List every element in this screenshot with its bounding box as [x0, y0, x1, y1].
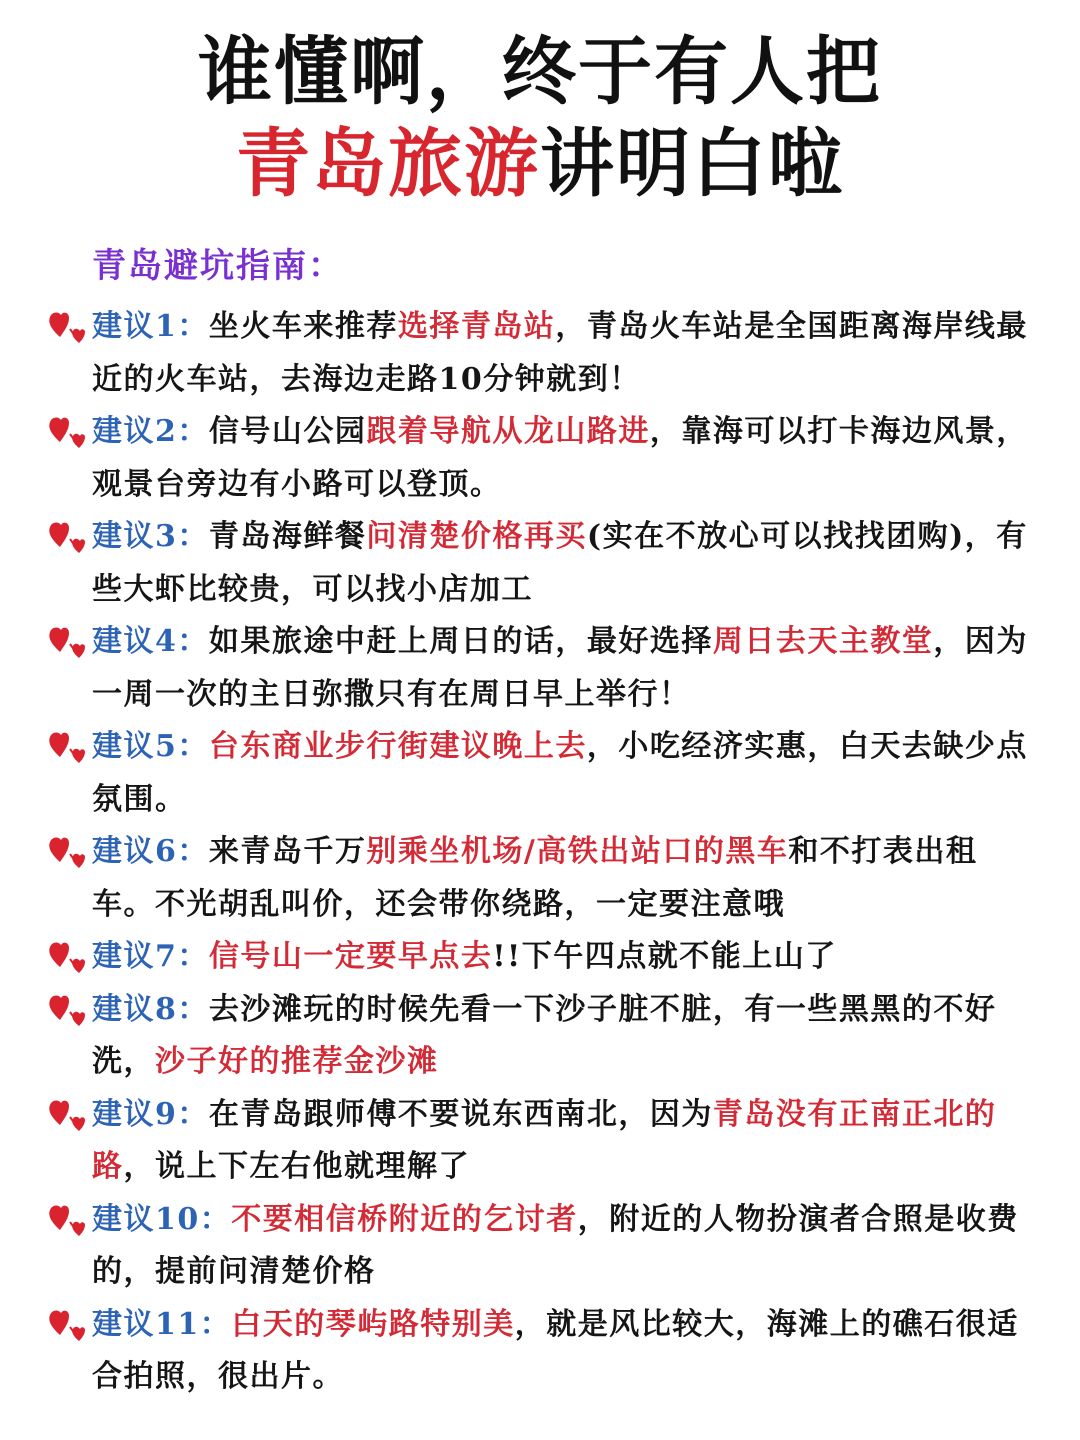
- tip-highlight-text: 白天的琴屿路特别美: [231, 1306, 515, 1342]
- tip-label: 建议9：: [92, 1096, 209, 1132]
- tip-text: 青岛海鲜餐: [208, 519, 367, 554]
- heart-icon: [46, 1301, 96, 1345]
- heart-icon: [46, 1196, 96, 1240]
- tip-item: [92, 406, 1040, 511]
- heart-icon: [46, 828, 96, 872]
- tip-text: ，附近的人物扮演者合照是收费的，提前问清楚价格: [92, 1201, 1019, 1289]
- tip-text: ，因为一周一次的主日弥撒只有在周日早上举行！: [92, 624, 1028, 712]
- heart-icon: [46, 986, 96, 1030]
- tip-label: 建议3：: [92, 519, 209, 554]
- tip-text: ，小吃经济实惠，白天去缺少点氛围。: [92, 729, 1028, 817]
- tip-item: [92, 931, 1040, 984]
- tip-label: 建议7：: [92, 939, 209, 974]
- title-line-1-text: 谁懂啊，终于有人把: [198, 29, 882, 115]
- tip-item: [92, 301, 1040, 406]
- tip-item: [92, 1194, 1040, 1299]
- tip-highlight-text: 台东商业步行街建议晚上去: [208, 729, 587, 764]
- title-line-1: [0, 26, 1080, 118]
- tip-text: (实在不放心可以找找团购)，有些大虾比较贵，可以找小店加工: [92, 519, 1028, 607]
- tip-highlight-text: 不要相信桥附近的乞讨者: [231, 1201, 578, 1237]
- heart-icon: [46, 303, 96, 347]
- heart-icon: [46, 723, 96, 767]
- title-line-2-rest: 讲明白啦: [540, 121, 844, 207]
- tip-highlight-text: 信号山一定要早点去: [208, 939, 493, 974]
- tip-highlight-text: 问清楚价格再买: [366, 519, 587, 554]
- tip-item: [92, 826, 1040, 931]
- tip-label: 建议10：: [92, 1201, 232, 1237]
- tip-label: 建议1：: [92, 309, 209, 344]
- tip-item: [92, 1299, 1040, 1404]
- tip-label: 建议5：: [92, 729, 209, 764]
- heart-icon: [46, 618, 96, 662]
- title-line-2: [0, 118, 1080, 210]
- tip-highlight-text: 青岛没有正南正北的路: [92, 1096, 997, 1184]
- tips-list: [0, 301, 1080, 1404]
- tip-text: ，青岛火车站是全国距离海岸线最近的火车站，去海边走路10分钟就到！: [92, 309, 1028, 397]
- tip-text: 和不打表出租车。不光胡乱叫价，还会带你绕路，一定要注意哦: [92, 834, 978, 922]
- tip-item: [92, 1089, 1040, 1194]
- tip-item: [92, 511, 1040, 616]
- tip-highlight-text: 沙子好的推荐金沙滩: [155, 1044, 439, 1079]
- tip-text: !!下午四点就不能上山了: [492, 939, 837, 974]
- tip-item: [92, 721, 1040, 826]
- tip-item: [92, 984, 1040, 1089]
- tip-highlight-text: 跟着导航从龙山路进: [366, 414, 650, 449]
- tip-text: 坐火车来推荐: [208, 309, 398, 344]
- tip-item: [92, 616, 1040, 721]
- tip-text: 来青岛千万: [208, 834, 367, 869]
- subtitle: 青岛避坑指南：: [92, 246, 344, 286]
- heart-icon: [46, 408, 96, 452]
- tip-highlight-text: 选择青岛站: [397, 309, 556, 344]
- tip-label: 建议8：: [92, 991, 209, 1027]
- tip-label: 建议4：: [92, 624, 209, 659]
- tip-label: 建议11：: [92, 1306, 232, 1342]
- heart-icon: [46, 1091, 96, 1135]
- tip-text: 去沙滩玩的时候先看一下沙子脏不脏，有一些黑黑的不好洗，: [92, 991, 997, 1079]
- tip-highlight-text: 周日去天主教堂: [712, 624, 934, 659]
- tip-text: ，靠海可以打卡海边风景，观景台旁边有小路可以登顶。: [92, 414, 1028, 502]
- heart-icon: [46, 513, 96, 557]
- heart-icon: [46, 933, 96, 977]
- tip-text: ，说上下左右他就理解了: [123, 1149, 470, 1184]
- tip-label: 建议2：: [92, 414, 209, 449]
- tip-highlight-text: 别乘坐机场/高铁出站口的黑车: [366, 834, 789, 869]
- tip-label: 建议6：: [92, 834, 209, 869]
- tip-text: 信号山公园: [208, 414, 367, 449]
- tip-text: ，就是风比较大，海滩上的礁石很适合拍照，很出片。: [92, 1306, 1019, 1394]
- title-highlight: 青岛旅游: [236, 121, 540, 207]
- tip-text: 在青岛跟师傅不要说东西南北，因为: [208, 1096, 713, 1132]
- tip-text: 如果旅途中赶上周日的话，最好选择: [208, 624, 713, 659]
